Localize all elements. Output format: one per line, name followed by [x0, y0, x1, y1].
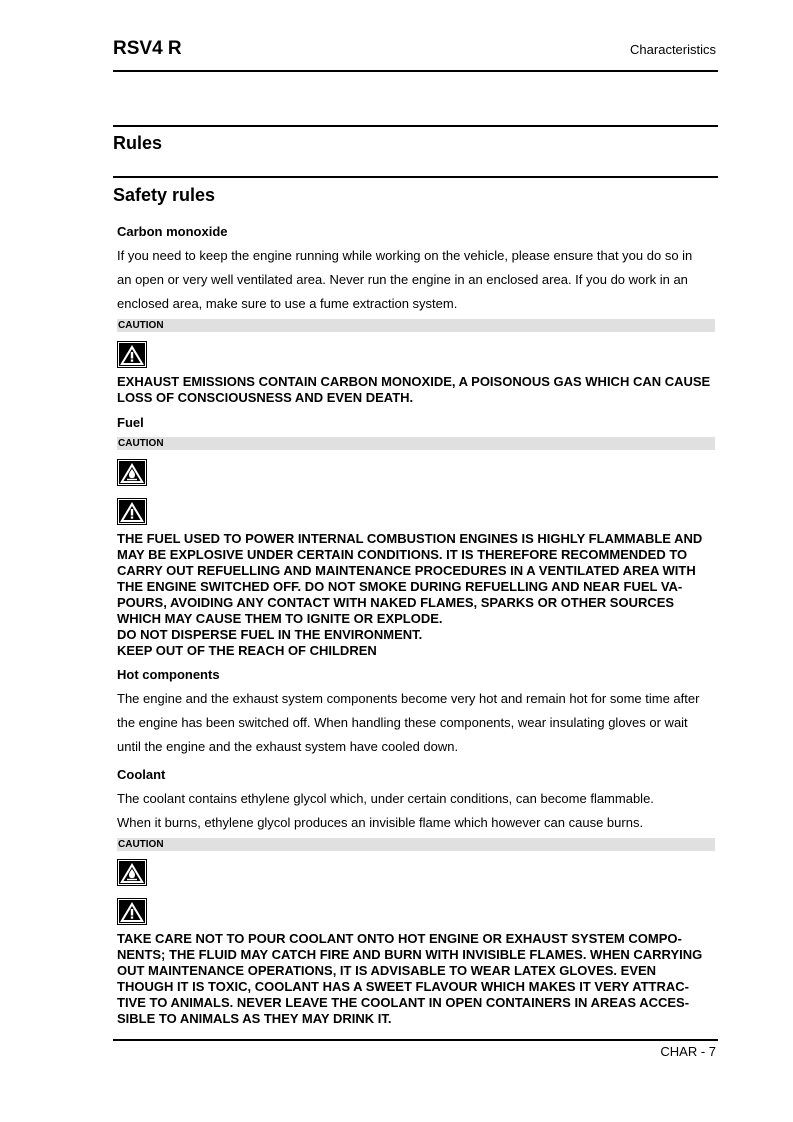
- fuel-warning-line-5: POURS, AVOIDING ANY CONTACT WITH NAKED FLAMES, SPARKS OR OTHER SOURCES: [117, 595, 675, 610]
- fuel-warning-line-3: CARRY OUT REFUELLING AND MAINTENANCE PROCEDURES IN A VENTILATED AREA WITH: [117, 563, 696, 578]
- page-number: CHAR - 7: [660, 1044, 716, 1059]
- carbon-monoxide-paragraph: [117, 244, 717, 316]
- hot-components-paragraph: [117, 687, 717, 759]
- coolant-warning-line-3: OUT MAINTENANCE OPERATIONS, IT IS ADVISABLE TO WEAR LATEX GLOVES. EVEN: [117, 963, 657, 978]
- caution-bar-fuel: CAUTION: [117, 437, 715, 450]
- carbon-warning-line-2: LOSS OF CONSCIOUSNESS AND EVEN DEATH.: [117, 390, 414, 405]
- carbon-warning-line-1: EXHAUST EMISSIONS CONTAIN CARBON MONOXIDE, A POISONOUS GAS WHICH CAN CAUSE: [117, 374, 711, 389]
- header-model: RSV4 R: [113, 38, 182, 59]
- fuel-heading: Fuel: [117, 415, 144, 430]
- fuel-warning-line-4: THE ENGINE SWITCHED OFF. DO NOT SMOKE DURING REFUELLING AND NEAR FUEL VA-: [117, 579, 683, 594]
- fuel-warning-line-8: KEEP OUT OF THE REACH OF CHILDREN: [117, 643, 377, 658]
- fuel-warning-line-6: WHICH MAY CAUSE THEM TO IGNITE OR EXPLODE.: [117, 611, 443, 626]
- carbon-monoxide-warning: [117, 374, 714, 406]
- coolant-warning-line-1: TAKE CARE NOT TO POUR COOLANT ONTO HOT ENGINE OR EXHAUST SYSTEM COMPO-: [117, 931, 682, 946]
- safety-rules-title: Safety rules: [113, 185, 216, 205]
- carbon-line-3: enclosed area, make sure to use a fume extraction system.: [117, 296, 458, 311]
- coolant-heading: Coolant: [117, 767, 166, 782]
- warning-triangle-icon: [117, 498, 147, 525]
- header-section: Characteristics: [630, 42, 716, 57]
- carbon-line-1: If you need to keep the engine running while working on the vehicle, please ensure that you do so in: [117, 248, 693, 263]
- hot-line-1: The engine and the exhaust system components become very hot and remain hot for some time after: [117, 691, 700, 706]
- coolant-warning-line-4: THOUGH IT IS TOXIC, COOLANT HAS A SWEET FLAVOUR WHICH MAKES IT VERY ATTRAC-: [117, 979, 689, 994]
- fuel-warning-line-2: MAY BE EXPLOSIVE UNDER CERTAIN CONDITIONS. IT IS THEREFORE RECOMMENDED TO: [117, 547, 688, 562]
- coolant-line-1: The coolant contains ethylene glycol which, under certain conditions, can become flammable.: [117, 791, 654, 806]
- caution-bar-carbon: CAUTION: [117, 319, 715, 332]
- coolant-warning: [117, 931, 714, 1027]
- carbon-monoxide-heading: Carbon monoxide: [117, 224, 228, 239]
- fuel-warning-line-1: THE FUEL USED TO POWER INTERNAL COMBUSTION ENGINES IS HIGHLY FLAMMABLE AND: [117, 531, 703, 546]
- coolant-warning-line-6: SIBLE TO ANIMALS AS THEY MAY DRINK IT.: [117, 1011, 392, 1026]
- coolant-warning-line-5: TIVE TO ANIMALS. NEVER LEAVE THE COOLANT IN OPEN CONTAINERS IN AREAS ACCES-: [117, 995, 690, 1010]
- fuel-warning: [117, 531, 714, 659]
- coolant-warning-line-2: NENTS; THE FLUID MAY CATCH FIRE AND BURN WITH INVISIBLE FLAMES. WHEN CARRYING: [117, 947, 703, 962]
- coolant-line-2: When it burns, ethylene glycol produces an invisible flame which however can cause burns.: [117, 815, 644, 830]
- hot-line-2: the engine has been switched off. When handling these components, wear insulating gloves or wait: [117, 715, 688, 730]
- safety-divider: [113, 176, 718, 178]
- coolant-paragraph: [117, 787, 717, 835]
- hot-components-heading: Hot components: [117, 667, 220, 682]
- carbon-line-2: an open or very well ventilated area. Never run the engine in an enclosed area. If you do work in an: [117, 272, 688, 287]
- footer-divider: [113, 1039, 718, 1041]
- warning-triangle-icon: [117, 341, 147, 368]
- header-divider: [113, 70, 718, 72]
- caution-bar-coolant: CAUTION: [117, 838, 715, 851]
- flammable-warning-icon: [117, 459, 147, 486]
- rules-divider: [113, 125, 718, 127]
- warning-triangle-icon: [117, 898, 147, 925]
- rules-title: Rules: [113, 133, 163, 153]
- fuel-warning-line-7: DO NOT DISPERSE FUEL IN THE ENVIRONMENT.: [117, 627, 423, 642]
- hot-line-3: until the engine and the exhaust system have cooled down.: [117, 739, 459, 754]
- flammable-warning-icon: [117, 859, 147, 886]
